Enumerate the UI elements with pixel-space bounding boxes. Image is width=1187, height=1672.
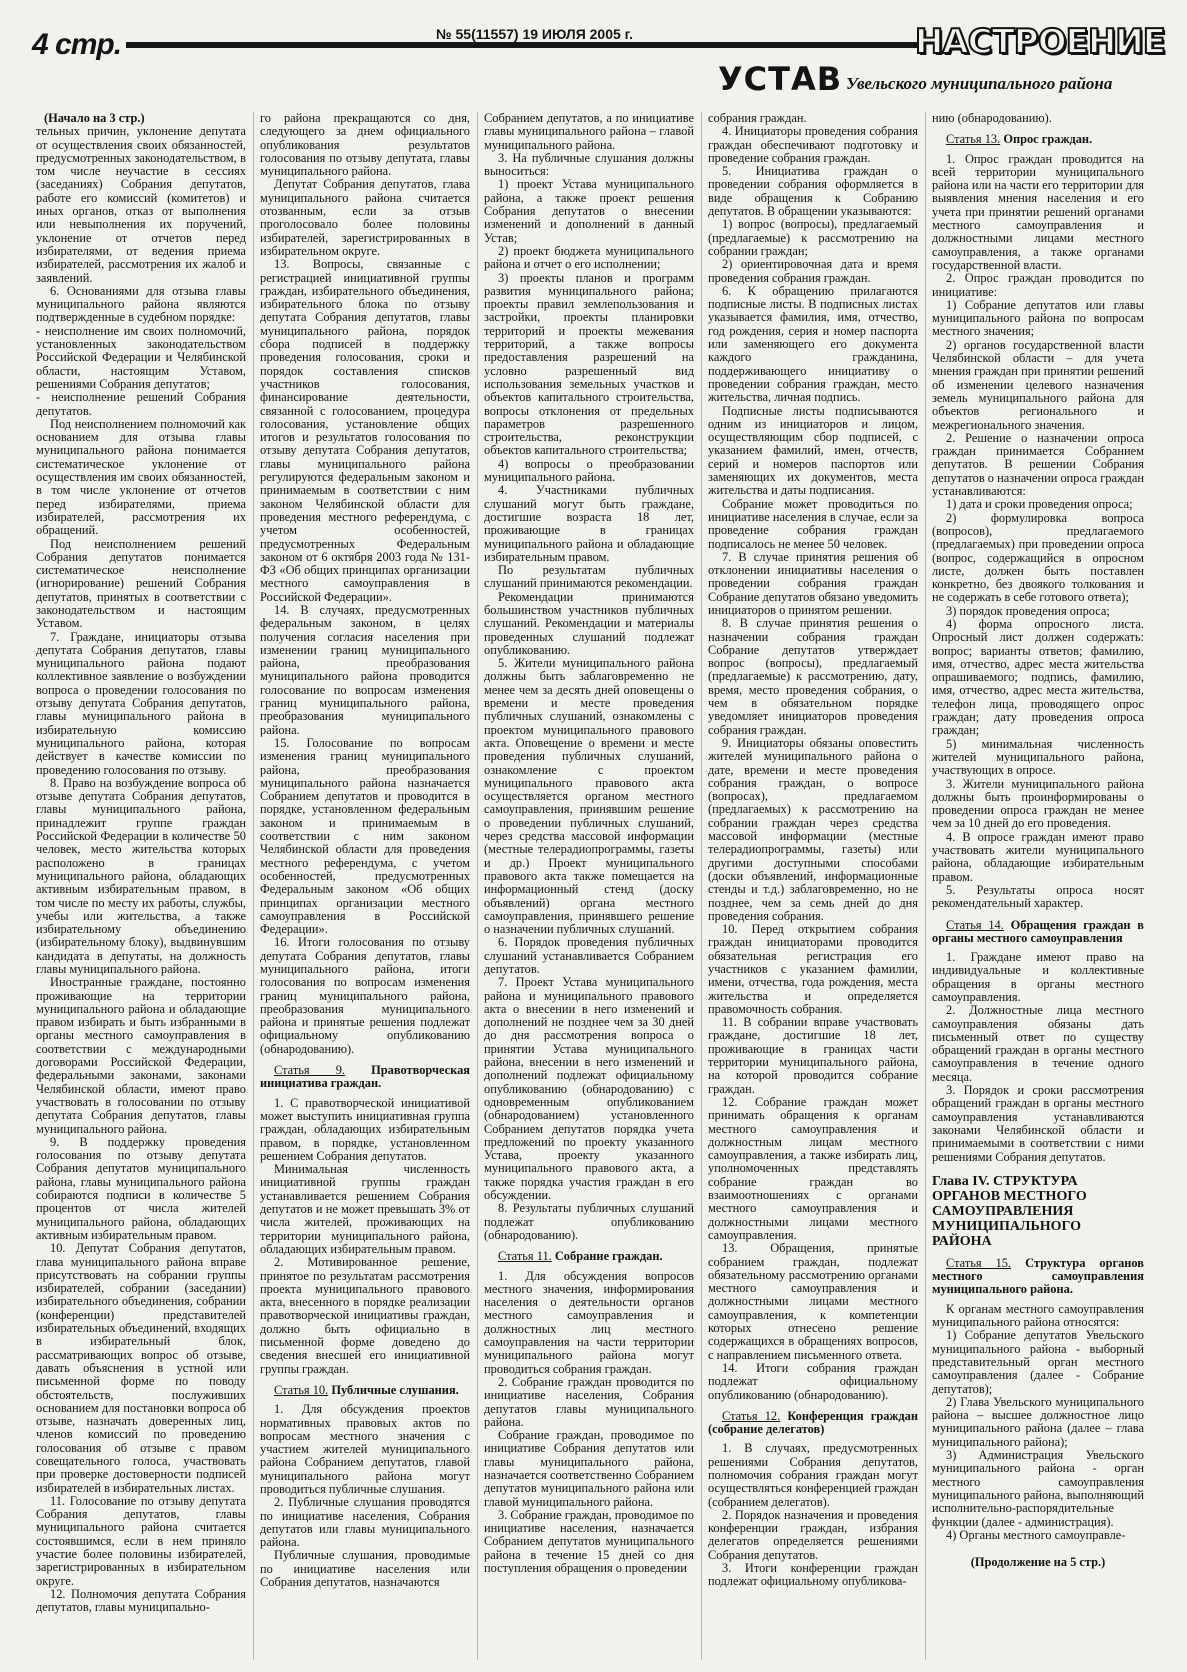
paragraph: 3) Администрация Увельского муниципального района - орган местного самоуправления муниципального района, выполняющий исполнительно-распорядительные функции (далее - администрация). bbox=[932, 1448, 1144, 1529]
paragraph: Депутат Собрания депутатов, глава муниципального района считается отозванным, если за отзыв проголосовало более половины избирателей, зарегистрированных в избирательном округе. bbox=[260, 177, 470, 258]
paragraph: Собранием депутатов, а по инициативе главы муниципального района – главой муниципального района. bbox=[484, 112, 694, 152]
article-columns bbox=[36, 112, 1168, 1660]
paragraph: 1) Собрание депутатов Увельского муниципального района - выборный представительный орган местного самоуправления (далее - Собрание депутатов); bbox=[932, 1328, 1144, 1396]
paragraph: 10. Депутат Собрания депутатов, глава муниципального района вправе присутствовать на собрании группы избирателей, собрании (заседании) избирательного объединения, собрании (конференции) представителей избирательных объединений, входящих в избирательный блок, рассматривающих вопрос об отзыве, давать объяснения в устной или письменной форме по поводу обстоятельств, послуживших основанием для постановки вопроса об отзыве, назначать доверенных лиц, членов комиссий по проведению голосования об отзыве с правом совещательного голоса, участвовать при проверке достоверности подписей избирателей в избирательных листах. bbox=[36, 1241, 246, 1495]
paragraph: 4. В опросе граждан имеют право участвовать жители муниципального района, обладающие избирательным правом. bbox=[932, 829, 1144, 884]
paragraph: 4) вопросы о преобразовании муниципального района. bbox=[484, 456, 694, 485]
paragraph: 9. Инициаторы обязаны оповестить жителей муниципального района о дате, времени и месте проведения собрания граждан, о вопросе (вопросах), предлагаемом (предлагаемых) к рассмотрению на собрании граждан через средства массовой информации (местные телерадиопрограммы, газеты) или другими доступными способами (доски объявлений, информационные стенды и т.д.) заблаговременно, но не позднее, чем за семь дней до дня проведения собрания. bbox=[708, 735, 918, 923]
continued-from: (Начало на 3 стр.) bbox=[44, 112, 145, 125]
paragraph: Публичные слушания, проводимые по инициативе населения или Собрания депутатов, назначаются bbox=[260, 1548, 470, 1590]
article-heading: Статья 14. Обращения граждан в органы местного самоуправления bbox=[932, 917, 1144, 945]
column-4 bbox=[708, 112, 918, 1660]
paragraph: 5. Результаты опроса носят рекомендательный характер. bbox=[932, 882, 1144, 911]
paragraph: Подписные листы подписываются одним из инициаторов и лицом, осуществляющим сбор подписей, с указанием фамилий, имен, отчеств, серий и номеров паспортов или заменяющих их документов, места жительства и даты подписания. bbox=[708, 403, 918, 498]
paragraph: нию (обнародованию). bbox=[932, 112, 1052, 125]
paragraph: 3. На публичные слушания должны выноситься: bbox=[484, 150, 694, 179]
chapter-heading: Глава IV. СТРУКТУРА ОРГАНОВ МЕСТНОГО САМОУПРАВЛЕНИЯ МУНИЦИПАЛЬНОГО РАЙОНА bbox=[932, 1173, 1087, 1249]
paragraph: 3. Итоги конференции граждан подлежат официальному опубликова- bbox=[708, 1561, 918, 1589]
paragraph: Собрание может проводиться по инициативе населения в случае, если за проведение собрания граждан подписалось не менее 50 человек. bbox=[708, 496, 918, 551]
paragraph: К органам местного самоуправления муниципального района относятся: bbox=[932, 1301, 1144, 1330]
paragraph: 1. Опрос граждан проводится на всей территории муниципального района или на части его территории для выявления мнения населения и его учета при принятии решений органами местного самоуправления и должностными лицами местного самоуправления, а также органами государственной власти. bbox=[932, 151, 1144, 272]
article-heading: Статья 13. Опрос граждан. bbox=[946, 132, 1093, 147]
column-divider bbox=[701, 112, 702, 1660]
paragraph: 8. Результаты публичных слушаний подлежат опубликованию (обнародованию). bbox=[484, 1201, 694, 1242]
paragraph: 10. Перед открытием собрания граждан инициаторами проводится обязательная регистрация его участников с указанием фамилии, имени, отчества, года рождения, места жительства и определяется правомочность собрания. bbox=[708, 922, 918, 1016]
paragraph: 4) Органы местного самоуправле- bbox=[946, 1527, 1126, 1542]
paragraph: 9. В поддержку проведения голосования по отзыву депутата Собрания депутатов муниципального района, главы муниципального района собираются подписи в количестве 5 процентов от числа жителей муниципального района, обладающих активным избирательным правом. bbox=[36, 1134, 246, 1242]
page-header bbox=[0, 0, 1187, 110]
paragraph: 6. Порядок проведения публичных слушаний устанавливается Собранием депутатов. bbox=[484, 935, 694, 976]
paragraph: 6. К обращению прилагаются подписные листы. В подписных листах указывается фамилия, имя, отчество, год рождения, серия и номер паспорта или заменяющего его документа каждого гражданина, поддерживающего инициативу о проведении собрания граждан, место жительства, личная подпись. bbox=[708, 283, 918, 405]
document-title: УСТАВ bbox=[718, 60, 843, 98]
paragraph: 8. Право на возбуждение вопроса об отзыве депутата Собрания депутатов, главы муниципального района, принадлежит группе граждан Российской Федерации в количестве 50 человек, место жительства которых расположено в границах муниципального района, обладающих активным избирательным правом, в том числе по месту их работы, службы, учебы или жительства, а также избирательному объединению (избирательному блоку), выдвинувшим кандидата в депутаты, на должность главы муниципального района. bbox=[36, 775, 246, 976]
paragraph: 2) формулировка вопроса (вопросов), предлагаемого (предлагаемых) при проведении опроса (вопрос, содержащийся в опросном листе, должен быть поставлен конкретно, без двоякого толкования и не содержать в себе готового ответа); bbox=[932, 510, 1144, 605]
paragraph: 2. Публичные слушания проводятся по инициативе населения, Собрания депутатов или главы муниципального района. bbox=[260, 1495, 470, 1550]
paragraph: 2. Опрос граждан проводится по инициативе: bbox=[932, 271, 1144, 299]
paragraph: 2. Собрание граждан проводится по инициативе населения, Собрания депутатов главы муниципального района. bbox=[484, 1374, 694, 1429]
paragraph: 1. Граждане имеют право на индивидуальные и коллективные обращения в органы местного самоуправления. bbox=[932, 950, 1144, 1004]
article-heading: Статья 11. Собрание граждан. bbox=[498, 1249, 663, 1264]
paragraph: собрания граждан. bbox=[708, 112, 807, 125]
paragraph: 3) порядок проведения опроса; bbox=[946, 603, 1110, 618]
paragraph: 5. Инициатива граждан о проведении собрания оформляется в виде обращения к Собранию депутатов. В обращении указываются: bbox=[708, 164, 918, 219]
paragraph: 2) Глава Увельского муниципального района – высшее должностное лицо муниципального района (далее – глава муниципального района); bbox=[932, 1394, 1144, 1449]
continued-on: (Продолжение на 5 стр.) bbox=[970, 1555, 1106, 1570]
paragraph: 13. Обращения, принятые собранием граждан, подлежат обязательному рассмотрению органами местного самоуправления и должностными лицами местного самоуправления, к компетенции которых отнесено решение содержащихся в обращениях вопросов, с направлением письменного ответа. bbox=[708, 1241, 918, 1362]
section-title: НАСТРОЕНИЕ bbox=[914, 22, 1165, 62]
paragraph: 3) проекты планов и программ развития муниципального района; проекты правил землепользования и застройки, проекты планировки территорий и проекты межевания территорий, а также вопросы предоставления разрешений на условно разрешенный вид использования земельных участков и объектов капитального строительства, вопросы отклонения от предельных параметров разрешенного строительства, реконструкции объектов капитального строительства; bbox=[484, 270, 694, 458]
paragraph: 7. В случае принятия решения об отклонении инициативы населения о проведении собрания граждан Собрание депутатов обязано уведомить инициаторов о принятом решении. bbox=[708, 549, 918, 617]
column-5 bbox=[932, 112, 1144, 1660]
paragraph: 5. Жители муниципального района должны быть заблаговременно не менее чем за десять дней оповещены о времени и месте проведения публичных слушаний, ознакомлены с проектом муниципального правового акта. Оповещение о времени и месте проведения публичных слушаний, ознакомление с проектом муниципального правового акта осуществляется органом местного самоуправления, принявшим решение о проведении публичных слушаний, через средства массовой информации (местные телерадиопрограммы, газеты и др.) Проект муниципального правового акта также помещается на информационный стенд (доску объявлений) органа местного самоуправления, принявшего решение о назначении публичных слушаний. bbox=[484, 656, 694, 937]
paragraph: 3. Жители муниципального района должны быть проинформированы о проведении опроса граждан не менее чем за 10 дней до его проведения. bbox=[932, 776, 1144, 831]
paragraph: Под неисполнением решений Собрания депутатов понимается систематическое неисполнение (игнорирование) решений Собрания депутатов, принятых в соответствии с законодательством и настоящим Уставом. bbox=[36, 536, 246, 631]
paragraph: 1) Собрание депутатов или главы муниципального района по вопросам местного значения; bbox=[932, 297, 1144, 339]
paragraph: 1. Для обсуждения вопросов местного значения, информирования населения о деятельности органов местного самоуправления и должностных лиц местного самоуправления на части территории муниципального района могут проводиться собрания граждан. bbox=[484, 1268, 694, 1376]
paragraph: 1) проект Устава муниципального района, а также проект решения Собрания депутатов о внесении изменений и дополнений в данный Устав; bbox=[484, 177, 694, 245]
paragraph: 2. Мотивированное решение, принятое по результатам рассмотрения проекта муниципального правового акта, внесенного в порядке реализации правотворческой инициативы граждан, должно быть официально в письменной форме доведено до сведения внесшей его инициативной группы граждан. bbox=[260, 1255, 470, 1376]
paragraph: 8. В случае принятия решения о назначении собрания граждан Собрание депутатов утверждает вопрос (вопросы), предлагаемый (предлагаемые) к рассмотрению, дату, время, место проведения собрания, о чем в обязательном порядке уведомляет инициаторов проведения собрания граждан. bbox=[708, 616, 918, 737]
issue-info: № 55(11557) 19 ИЮЛЯ 2005 г. bbox=[430, 26, 639, 42]
paragraph: Собрание граждан, проводимое по инициативе Собрания депутатов или главы муниципального района, назначается соответственно Собранием депутатов муниципального района или главой муниципального района. bbox=[484, 1428, 694, 1509]
document-subtitle: Увельского муниципального района bbox=[846, 74, 1113, 93]
paragraph: 2. Порядок назначения и проведения конференции граждан, избрания делегатов определяется решениями Собрания депутатов. bbox=[708, 1507, 918, 1562]
column-divider bbox=[925, 112, 926, 1660]
paragraph: тельных причин, уклонение депутата от осуществления своих обязанностей, предусмотренных законодательством, в том числе неучастие в сессиях (заседаниях) Собрания депутатов, работе его комиссий (комитетов) и иных органов, отказ от выполнения или невыполнения их поручений, уклонение от отчетов перед избирателями, от ведения приема избирателей, рассмотрения их жалоб и заявлений. bbox=[36, 124, 246, 285]
column-divider bbox=[253, 112, 254, 1660]
article-heading: Статья 12. Конференция граждан (собрание делегатов) bbox=[708, 1408, 918, 1437]
paragraph: Под неисполнением полномочий как основанием для отзыва главы муниципального района понимается систематическое уклонение от осуществления им своих обязанностей, в том числе уклонение от отчетов перед избирателями, приема избирателей, рассмотрения их обращений. bbox=[36, 416, 246, 538]
column-2 bbox=[260, 112, 470, 1660]
paragraph: 1. В случаях, предусмотренных решениями Собрания депутатов, полномочия собрания граждан могут осуществляться конференцией граждан (собранием делегатов). bbox=[708, 1441, 918, 1509]
paragraph: 5) минимальная численность жителей муниципального района, участвующих в опросе. bbox=[932, 736, 1144, 778]
paragraph: 1) дата и сроки проведения опроса; bbox=[946, 497, 1133, 512]
paragraph: 2. Решение о назначении опроса граждан принимается Собранием депутатов. В решении Собрания депутатов о назначении опроса граждан устанавливаются: bbox=[932, 430, 1144, 499]
paragraph: 6. Основаниями для отзыва главы муниципального района являются подтвержденные в судебном порядке: - неисполнение им своих полномочий, установленных законодательством Российской Федерации и Челябинской области, настоящим Уставом, решениями Собрания депутатов; - неисполнение решений Собрания депутатов. bbox=[36, 283, 246, 418]
paragraph: 2. Должностные лица местного самоуправления обязаны дать письменный ответ по существу обращений граждан в органы местного самоуправления в течение одного месяца. bbox=[932, 1003, 1144, 1084]
paragraph: 4. Участниками публичных слушаний могут быть граждане, достигшие возраста 18 лет, проживающие в границах муниципального района и обладающие избирательным правом. bbox=[484, 483, 694, 564]
paragraph: 3. Порядок и сроки рассмотрения обращений граждан в органы местного самоуправления устанавливаются законами Челябинской области и принимаемыми в соответствии с ними решениями Собрания депутатов. bbox=[932, 1083, 1144, 1164]
paragraph: Рекомендации принимаются большинством участников публичных слушаний. Рекомендации и материалы проведенных слушаний подлежат опубликованию. bbox=[484, 589, 694, 657]
paragraph: 14. Итоги собрания граждан подлежат официальному опубликованию (обнародованию). bbox=[708, 1360, 918, 1402]
paragraph: 7. Проект Устава муниципального района и муниципального правового акта о внесении в него изменений и дополнений не позднее чем за 30 дней до дня рассмотрения вопроса о принятии Устава муниципального района, внесении в него изменений и дополнений подлежат официальному опубликованию (обнародованию) с одновременным опубликованием (обнародованием) установленного Собранием депутатов порядка учета предложений по проекту указанного Устава, проекту указанного муниципального правового акта, а также порядка участия граждан в его обсуждении. bbox=[484, 975, 694, 1203]
paragraph: 4) форма опросного листа. Опросный лист должен содержать: вопрос; варианты ответов; фамилию, имя, отчество, адрес места жительства опрашиваемого; подпись, фамилию, имя, отчество, адрес места жительства, телефон лица, проводящего опрос граждан; дату проведения опроса граждан; bbox=[932, 616, 1144, 738]
paragraph: 2) проект бюджета муниципального района и отчет о его исполнении; bbox=[484, 243, 694, 272]
paragraph: 1. С правотворческой инициативой может выступить инициативная группа граждан, обладающих избирательным правом, в порядке, установленном решением Собрания депутатов. bbox=[260, 1095, 470, 1163]
paragraph: 12. Собрание граждан может принимать обращения к органам местного самоуправления и должностным лицам местного самоуправления, а также избирать лиц, уполномоченных представлять собрание граждан во взаимоотношениях с органами местного самоуправления и должностными лицами местного самоуправления. bbox=[708, 1094, 918, 1242]
column-3 bbox=[484, 112, 694, 1660]
article-heading: Статья 9. Правотворческая инициатива граждан. bbox=[260, 1063, 470, 1091]
page-number: 4 стр. bbox=[32, 28, 122, 61]
article-heading: Статья 15. Структура органов местного самоуправления муниципального района. bbox=[932, 1255, 1144, 1297]
paragraph: Иностранные граждане, постоянно проживающие на территории муниципального района и обладающие правом избирать и быть избранными в органы местного самоуправления в соответствии с международными договорами Российской Федерации, федеральными законами, законами Челябинской области, имеют право участвовать в голосовании по отзыву депутата Собрания депутатов, главы муниципального района. bbox=[36, 975, 246, 1136]
paragraph: 15. Голосование по вопросам изменения границ муниципального района, преобразования муниципального района назначается Собранием депутатов и проводится в порядке, установленном федеральным законом и принимаемым в соответствии с ним законом Челябинской области для проведения местного референдума, с учетом особенностей, предусмотренных Федеральным законом «Об общих принципах организации местного самоуправления в Российской Федерации». bbox=[260, 735, 470, 937]
paragraph: го района прекращаются со дня, следующего за днем официального опубликования результатов голосования по отзыву депутата, главы муниципального района. bbox=[260, 112, 470, 179]
paragraph: 12. Полномочия депутата Собрания депутатов, главы муниципально- bbox=[36, 1586, 246, 1615]
paragraph: Минимальная численность инициативной группы граждан устанавливается решением Собрания депутатов и не может превышать 3% от числа жителей, проживающих на территории муниципального района, обладающих избирательным правом. bbox=[260, 1162, 470, 1256]
paragraph: 1. Для обсуждения проектов нормативных правовых актов по вопросам местного значения с участием жителей муниципального района Собранием депутатов, главой муниципального района могут проводиться публичные слушания. bbox=[260, 1402, 470, 1496]
header-rule bbox=[126, 42, 921, 48]
paragraph: 4. Инициаторы проведения собрания граждан обеспечивают подготовку и проведение собрания граждан. bbox=[708, 124, 918, 165]
paragraph: 11. В собрании вправе участвовать граждане, достигшие 18 лет, проживающие в границах части территории муниципального района, на которой проводится собрание граждан. bbox=[708, 1015, 918, 1096]
paragraph: 7. Граждане, инициаторы отзыва депутата Собрания депутатов, главы муниципального района подают коллективное заявление о возбуждении вопроса о проведении голосования по отзыву депутата Собрания депутатов, главы муниципального района в избирательную комиссию муниципального района, которая действует в качестве комиссии по проведению голосования по отзыву. bbox=[36, 629, 246, 777]
paragraph: По результатам публичных слушаний принимаются рекомендации. bbox=[484, 563, 694, 591]
paragraph: 2) органов государственной власти Челябинской области – для учета мнения граждан при принятии решений об изменении целевого назначения земель муниципального района для объектов регионального и межрегионального значения. bbox=[932, 337, 1144, 432]
paragraph: 11. Голосование по отзыву депутата Собрания депутатов, главы муниципального района считается состоявшимся, если в нем приняло участие более половины избирателей, зарегистрированных в избирательном округе. bbox=[36, 1493, 246, 1588]
paragraph: 2) ориентировочная дата и время проведения собрания граждан. bbox=[708, 257, 918, 285]
paragraph: 16. Итоги голосования по отзыву депутата Собрания депутатов, главы муниципального района, итоги голосования по вопросам изменения границ муниципального района, преобразования муниципального района и принятые решения подлежат официальному опубликованию (обнародованию). bbox=[260, 935, 470, 1056]
column-1 bbox=[36, 112, 246, 1660]
paragraph: 3. Собрание граждан, проводимое по инициативе населения, назначается Собранием депутатов муниципального района в течение 15 дней со дня поступления обращения о проведении bbox=[484, 1507, 694, 1576]
paragraph: 14. В случаях, предусмотренных федеральным законом, в целях получения согласия населения при изменении границ муниципального района, преобразования муниципального района проводится голосование по вопросам изменения границ муниципального района, преобразования муниципального района. bbox=[260, 602, 470, 737]
paragraph: 13. Вопросы, связанные с регистрацией инициативной группы граждан, избирательного объединения, избирательного блока по отзыву депутата Собрания депутатов, главы муниципального района, порядок сбора подписей в поддержку проведения голосования, сроки и порядок составления списков участников голосования, финансирование деятельности, связанной с голосованием, процедура голосования, установление общих итогов и результатов голосования по отзыву депутата Собрания депутатов, главы муниципального района регулируются федеральным законом и принимаемым в соответствии с ним законом Челябинской области для проведения местного референдума, с учетом особенностей, предусмотренных Федеральным законом от 6 октября 2003 года № 131-ФЗ «Об общих принципах организации местного самоуправления в Российской Федерации». bbox=[260, 257, 470, 604]
article-heading: Статья 10. Публичные слушания. bbox=[274, 1382, 459, 1397]
paragraph: 1) вопрос (вопросы), предлагаемый (предлагаемые) к рассмотрению на собрании граждан; bbox=[708, 217, 918, 258]
column-divider bbox=[477, 112, 478, 1660]
